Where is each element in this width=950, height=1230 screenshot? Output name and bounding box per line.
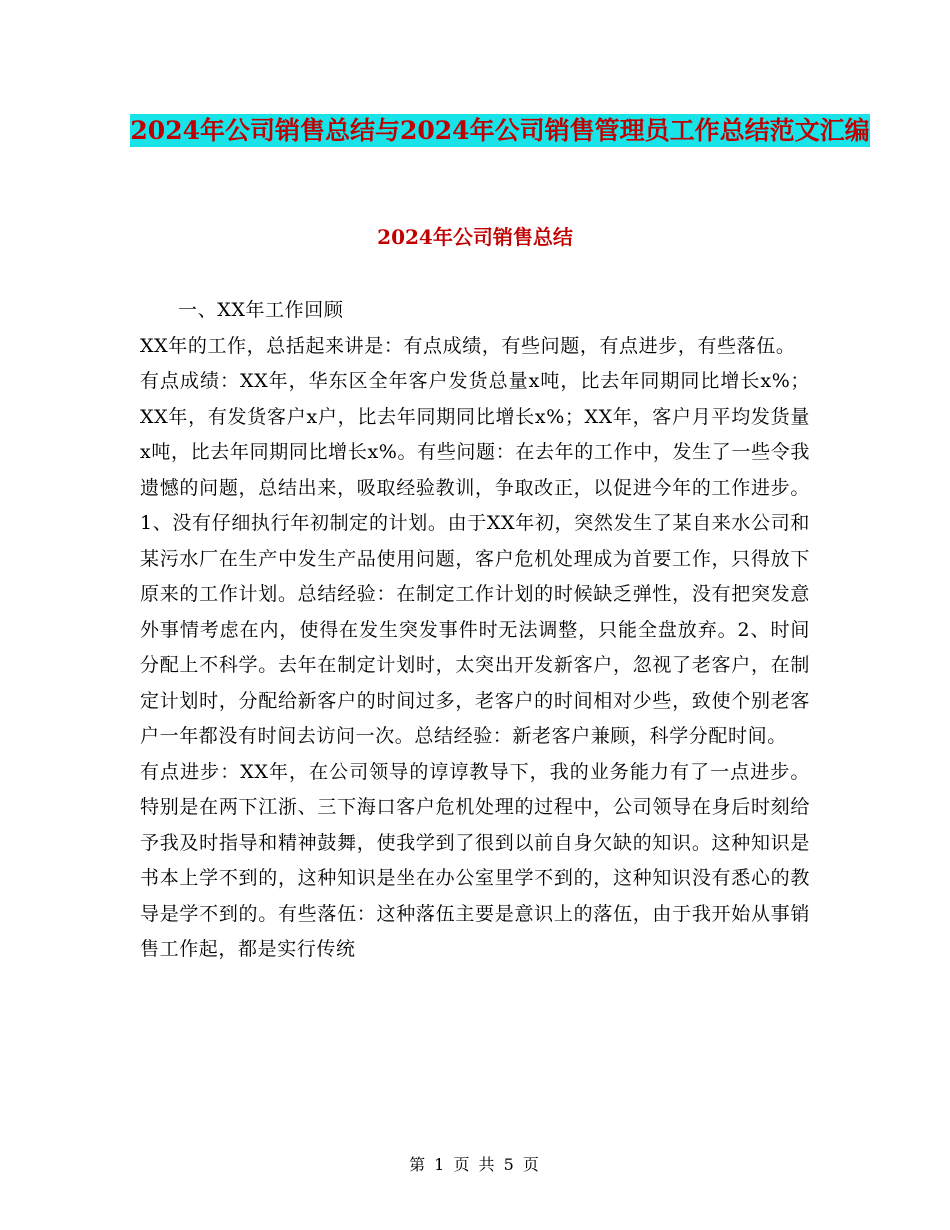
section-title: 2024年公司销售总结 <box>377 225 573 249</box>
paragraph-progress: 有点进步：XX年，在公司领导的谆谆教导下，我的业务能力有了一点进步。特别是在两下江浙、三下海口客户危机处理的过程中，公司领导在身后时刻给予我及时指导和精神鼓舞，使我学到了很到以前自身欠缺的知识。这种知识是书本上学不到的，这种知识是坐在办公室里学不到的，这种知识没有悉心的教导是学不到的。有些落伍：这种落伍主要是意识上的落伍，由于我开始从事销售工作起，都是实行传统 <box>140 760 810 960</box>
document-body <box>140 293 810 968</box>
document-title <box>120 108 880 154</box>
document-title-text: 2024年公司销售总结与2024年公司销售管理员工作总结范文汇编 <box>130 116 870 145</box>
paragraph-achievements: 有点成绩：XX年，华东区全年客户发货总量x吨，比去年同期同比增长x%；XX年，有发货客户x户，比去年同期同比增长x%；XX年，客户月平均发货量x吨，比去年同期同比增长x%。有些问题：在去年的工作中，发生了一些令我遗憾的问题，总结出来，吸取经验教训，争取改正，以促进今年的工作进步。1、没有仔细执行年初制定的计划。由于XX年初，突然发生了某自来水公司和某污水厂在生产中发生产品使用问题，客户危机处理成为首要工作，只得放下原来的工作计划。总结经验：在制定工作计划的时候缺乏弹性，没有把突发意外事情考虑在内，使得在发生突发事件时无法调整，只能全盘放弃。2、时间分配上不科学。去年在制定计划时，太突出开发新客户，忽视了老客户，在制定计划时，分配给新客户的时间过多，老客户的时间相对少些，致使个别老客户一年都没有时间去访问一次。总结经验：新老客户兼顾，科学分配时间。 <box>140 370 810 747</box>
page-footer: 第 1 页 共 5 页 <box>409 1155 541 1174</box>
paragraph-summary: XX年的工作，总括起来讲是：有点成绩，有些问题，有点进步，有些落伍。 <box>140 334 796 357</box>
paragraph-heading: 一、XX年工作回顾 <box>178 299 344 321</box>
